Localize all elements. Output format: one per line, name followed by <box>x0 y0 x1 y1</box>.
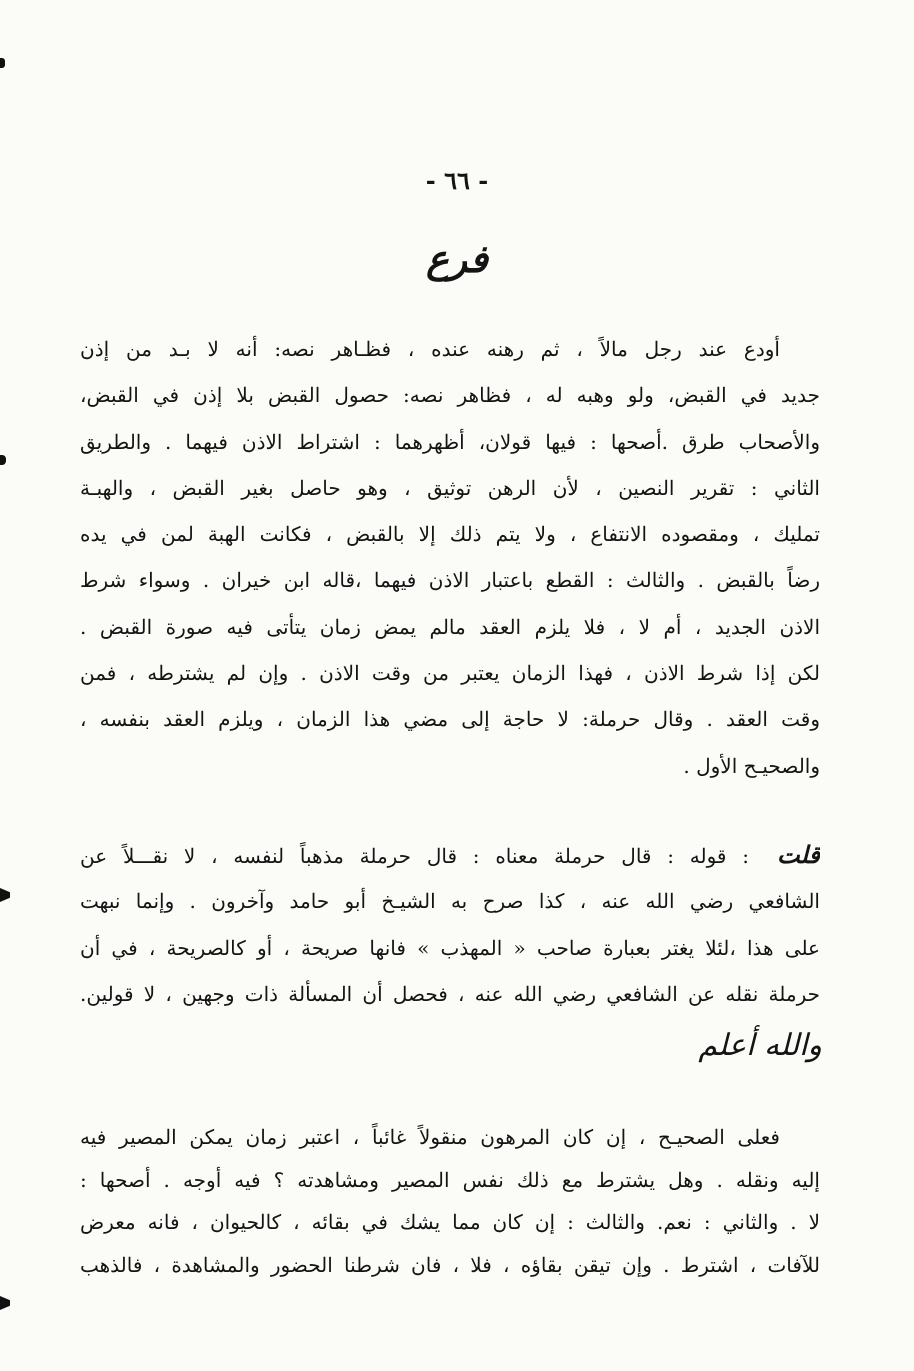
text-line: جديد في القبض، ولو وهبه له ، فظاهر نصه: حصول القبض بلا إذن في القبض، <box>80 383 820 408</box>
margin-mark <box>0 1296 10 1310</box>
text-line-with-lead <box>80 832 820 878</box>
text-line: للآفات ، اشترط . وإن تيقن بقاؤه ، فلا ، فان شرطنا الحضور والمشاهدة ، فالذهب <box>80 1252 820 1277</box>
margin-mark <box>0 888 10 902</box>
text-line: إليه ونقله . وهل يشترط مع ذلك نفس المصير ومشاهدته ؟ فيه أوجه . أصحها : <box>80 1167 820 1192</box>
text-line: رضاً بالقبض . والثالث : القطع باعتبار الاذن فيهما ،قاله ابن خيران . وسواء شرط <box>80 568 820 593</box>
margin-mark <box>0 58 5 68</box>
text-line: الشافعي رضي الله عنه ، كذا صرح به الشيـخ أبو حامد وآخرون . وإنما نبهت <box>80 889 820 914</box>
text-line: تمليك ، ومقصوده الانتفاع ، ولا يتم ذلك إلا بالقبض ، فكانت الهبة لمن في يده <box>80 522 820 547</box>
text-line: والأصحاب طرق .أصحها : فيها قولان، أظهرهما : اشتراط الاذن فيهما . والطريق <box>80 429 820 454</box>
closing-phrase: والله أعلم <box>698 1028 822 1063</box>
text-line: فعلى الصحيـح ، إن كان المرهون منقولاً غائباً ، اعتبر زمان يمكن المصير فيه <box>80 1125 780 1149</box>
section-heading: فرع <box>426 236 488 281</box>
text-line: لا . والثاني : نعم. والثالث : إن كان مما يشك في بقائه ، كالحيوان ، فانه معرض <box>80 1210 820 1234</box>
paragraph-2 <box>80 832 820 1017</box>
page-number: - ٦٦ - <box>425 166 489 195</box>
text-line: وقت العقد . وقال حرملة: لا حاجة إلى مضي هذا الزمان ، ويلزم العقد بنفسه ، <box>80 707 820 732</box>
text-line: الثاني : تقرير النصين ، لأن الرهن توثيق ، وهو حاصل بغير القبض ، والهبـة <box>80 475 820 500</box>
text-line: الاذن الجديد ، أم لا ، فلا يلزم العقد مالم يمض زمان يتأتى فيه صورة القبض . <box>80 614 820 639</box>
text-line: على هذا ،لئلا يغتر بعبارة صاحب « المهذب » فانها صريحة ، أو كالصريحة ، في أن <box>80 935 820 960</box>
text-line: حرملة نقله عن الشافعي رضي الله عنه ، فحصل أن المسألة ذات وجهين ، لا قولين. <box>80 981 820 1006</box>
paragraph-1 <box>80 326 820 789</box>
lead-word: قلت <box>777 840 820 869</box>
text-line: والصحيـح الأول . <box>683 753 820 778</box>
text-line: لكن إذا شرط الاذن ، فهذا الزمان يعتبر من وقت الاذن . وإن لم يشترطه ، فمن <box>80 661 820 686</box>
text-line: أودع عند رجل مالاً ، ثم رهنه عنده ، فظـاهر نصه: أنه لا بـد من إذن <box>80 337 780 361</box>
text-line: : قوله : قال حرملة معناه : قال حرملة مذهباً لنفسه ، لا نقـــلاً عن <box>80 844 750 868</box>
margin-mark <box>0 455 6 465</box>
paragraph-3 <box>80 1116 820 1286</box>
